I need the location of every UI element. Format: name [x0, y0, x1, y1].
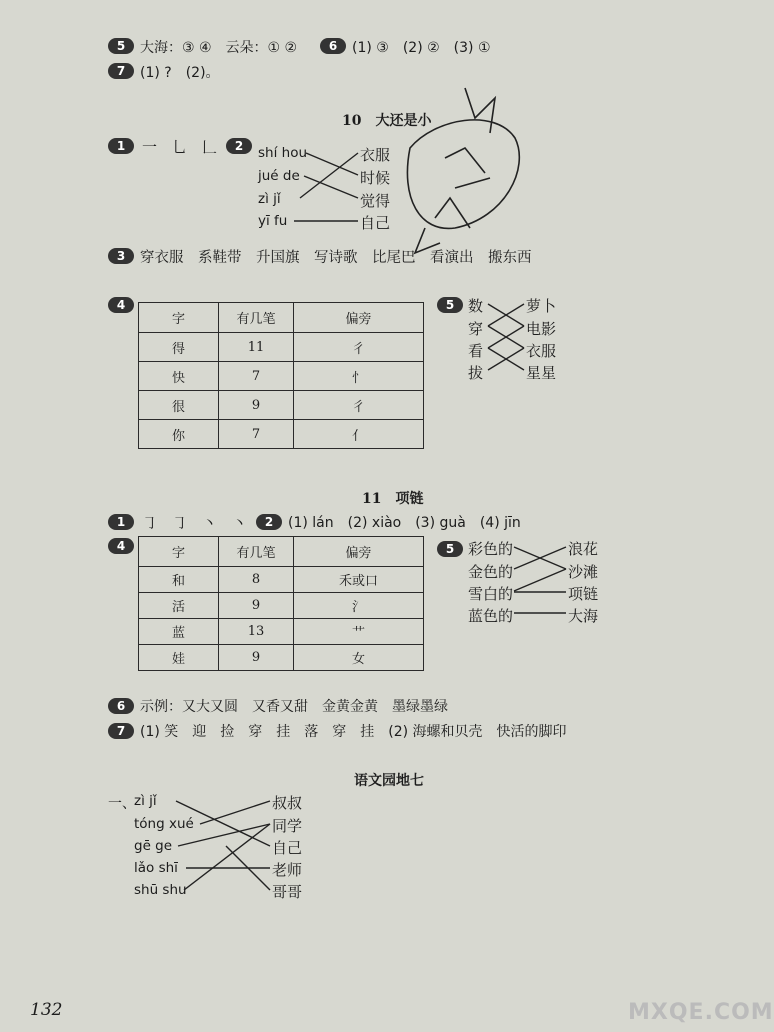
garden7-title: 语文园地七 — [354, 773, 424, 789]
l11-q5-right-item: 沙滩 — [568, 563, 599, 581]
l10-q1-number-badge: 1 — [108, 138, 134, 154]
lesson10-title: 10 大还是小 — [342, 113, 432, 129]
table-header-cell: 有几笔 — [219, 303, 294, 333]
l11-q5-left-item: 彩色的 — [468, 540, 514, 558]
q5-number-badge: 5 — [108, 38, 134, 54]
table-cell: 和 — [139, 567, 219, 593]
l11-q5-right-item: 大海 — [568, 607, 599, 625]
table-cell: 女 — [294, 645, 424, 671]
table-cell: 13 — [219, 619, 294, 645]
l11-q7-number-badge: 7 — [108, 723, 134, 739]
table-cell: 艹 — [294, 619, 424, 645]
l11-q5-right-item: 浪花 — [568, 540, 599, 558]
l10-pinyin-juede: jué de — [258, 168, 300, 184]
l10-q3-answer: 穿衣服 系鞋带 升国旗 写诗歌 比尾巴 看演出 搬东西 — [140, 250, 532, 266]
table-cell: 9 — [219, 645, 294, 671]
garden7-word: 自己 — [272, 839, 303, 857]
l11-q5-right-item: 项链 — [568, 585, 599, 603]
garden7-prefix: 一、 — [108, 796, 136, 812]
l10-q5-right-item: 星星 — [526, 364, 557, 382]
garden7-pinyin: gē ge — [134, 838, 173, 854]
l11-q5-left-item: 雪白的 — [468, 585, 514, 603]
l10-q5-number-badge: 5 — [437, 297, 463, 313]
q6-answer: (1) ③ (2) ② (3) ① — [352, 40, 491, 56]
l10-q5-right-item: 衣服 — [526, 342, 557, 360]
table-cell: 彳 — [294, 391, 424, 420]
table-cell: 亻 — [294, 420, 424, 449]
l10-q5-left-item: 拔 — [468, 364, 484, 382]
q6-number-badge: 6 — [320, 38, 346, 54]
table-cell: 9 — [219, 391, 294, 420]
garden7-word: 哥哥 — [272, 883, 303, 901]
l11-q2-number-badge: 2 — [256, 514, 282, 530]
table-cell: 8 — [219, 567, 294, 593]
table-header-cell: 字 — [139, 303, 219, 333]
l10-pinyin-shihou: shí hou — [258, 145, 308, 161]
table-cell: 7 — [219, 362, 294, 391]
garden7-word: 老师 — [272, 861, 303, 879]
table-header-cell: 偏旁 — [294, 303, 424, 333]
l11-q4-number-badge: 4 — [108, 538, 134, 554]
page-number: 132 — [30, 1000, 63, 1020]
table-cell: 9 — [219, 593, 294, 619]
q7-number-badge: 7 — [108, 63, 134, 79]
l11-q2-answer: (1) lán (2) xiào (3) guà (4) jīn — [288, 515, 521, 531]
l10-word-shihou: 时候 — [360, 169, 391, 187]
table-cell: 彳 — [294, 333, 424, 362]
garden7-word: 同学 — [272, 817, 303, 835]
table-cell: 7 — [219, 420, 294, 449]
l11-q6-number-badge: 6 — [108, 698, 134, 714]
l11-q7-answer: (1) 笑 迎 捡 穿 挂 落 穿 挂 (2) 海螺和贝壳 快活的脚印 — [140, 724, 567, 740]
l11-q5-left-item: 蓝色的 — [468, 607, 514, 625]
l10-q5-right-item: 电影 — [526, 320, 557, 338]
l10-q2-number-badge: 2 — [226, 138, 252, 154]
watermark-text: MXQE.COM — [628, 1000, 774, 1025]
table-header-cell: 偏旁 — [294, 537, 424, 567]
l11-q1-answer: ㇆ ㇆ 丶 丶 — [142, 514, 248, 532]
l11-q5-number-badge: 5 — [437, 541, 463, 557]
table-cell: 娃 — [139, 645, 219, 671]
garden7-pinyin: lǎo shī — [134, 860, 178, 876]
l10-q5-left-item: 看 — [468, 342, 484, 360]
table-header-cell: 有几笔 — [219, 537, 294, 567]
garden7-pinyin: zì jǐ — [134, 793, 157, 809]
table-cell: 得 — [139, 333, 219, 362]
table-cell: 忄 — [294, 362, 424, 391]
l10-word-yifu: 衣服 — [360, 146, 391, 164]
table-cell: 很 — [139, 391, 219, 420]
table-cell: 蓝 — [139, 619, 219, 645]
garden7-word: 叔叔 — [272, 794, 303, 812]
table-cell: 氵 — [294, 593, 424, 619]
l10-q1-answer: 一 乚 𠃊 — [142, 138, 218, 156]
table-cell: 禾或口 — [294, 567, 424, 593]
l10-q5-right-item: 萝卜 — [526, 297, 557, 315]
table-cell: 11 — [219, 333, 294, 362]
l10-q4-number-badge: 4 — [108, 297, 134, 313]
q7-answer: (1) ? (2)。 — [140, 65, 220, 81]
l11-q5-left-item: 金色的 — [468, 563, 514, 581]
table-cell: 快 — [139, 362, 219, 391]
l10-word-juede: 觉得 — [360, 192, 391, 210]
l10-pinyin-ziji: zì jǐ — [258, 191, 281, 207]
lesson11-title: 11 项链 — [362, 491, 424, 507]
q5-answer: 大海：③ ④ 云朵：① ② — [140, 40, 298, 56]
l10-q5-left-item: 数 — [468, 297, 484, 315]
garden7-pinyin: shū shu — [134, 882, 187, 898]
table-header-cell: 字 — [139, 537, 219, 567]
l11-q1-number-badge: 1 — [108, 514, 134, 530]
garden7-pinyin: tóng xué — [134, 816, 194, 832]
l10-pinyin-yifu: yī fu — [258, 213, 288, 229]
l10-q3-number-badge: 3 — [108, 248, 134, 264]
l10-word-ziji: 自己 — [360, 214, 391, 232]
table-cell: 你 — [139, 420, 219, 449]
l10-q5-left-item: 穿 — [468, 320, 484, 338]
table-cell: 活 — [139, 593, 219, 619]
l11-q6-answer: 示例：又大又圆 又香又甜 金黄金黄 墨绿墨绿 — [140, 699, 448, 715]
